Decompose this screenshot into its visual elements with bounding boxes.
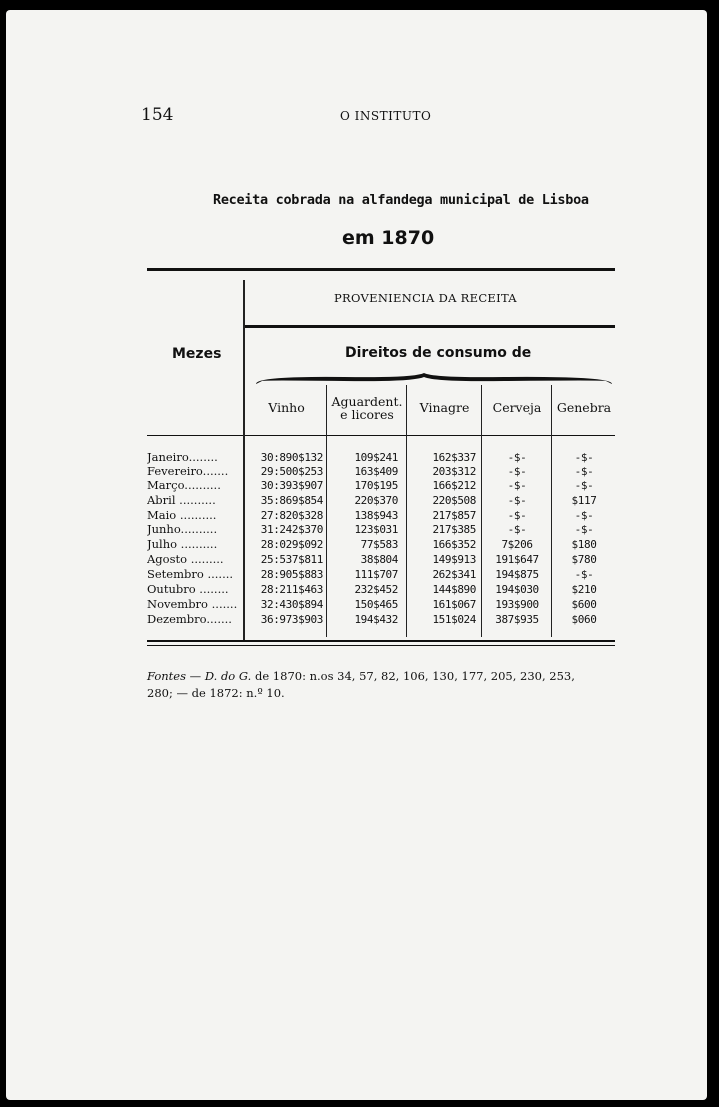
table-bottom-rule-2 (147, 645, 615, 646)
footnote (147, 668, 617, 702)
month-label: Novembro ....... (147, 597, 238, 611)
month-label: Dezembro....... (147, 612, 232, 626)
vinho-value: 28:029$092 (260, 538, 323, 551)
month-label: Setembro ....... (147, 567, 234, 581)
vinagre-value: 144$890 (432, 583, 476, 596)
column-divider (406, 385, 407, 637)
duties-header: Direitos de consumo de (345, 345, 532, 361)
vinagre-value: 166$212 (432, 479, 476, 492)
genebra-value: -$- (574, 523, 594, 536)
footnote-line2: 280; — de 1872: n.º 10. (147, 686, 285, 700)
cerveja-value: -$- (507, 494, 527, 507)
month-label: Abril .......... (147, 493, 216, 507)
provenance-header: PROVENIENCIA DA RECEITA (334, 291, 517, 305)
month-label: Maio .......... (147, 508, 217, 522)
cerveja-value: 194$030 (495, 583, 539, 596)
genebra-value: $060 (571, 613, 597, 626)
aguardente-value: 109$241 (354, 451, 398, 464)
month-label: Julho .......... (147, 537, 218, 551)
column-divider (326, 385, 327, 637)
vinagre-value: 220$508 (432, 494, 476, 507)
cerveja-value: -$- (507, 523, 527, 536)
aguardente-value: 194$432 (354, 613, 398, 626)
vinagre-value: 162$337 (432, 451, 476, 464)
months-header: Mezes (172, 346, 222, 362)
aguardente-value: 220$370 (354, 494, 398, 507)
vinagre-value: 161$067 (432, 598, 476, 611)
vinho-value: 30:890$132 (260, 451, 323, 464)
genebra-value: $210 (571, 583, 597, 596)
vinho-value: 27:820$328 (260, 509, 323, 522)
aguardente-value: 111$707 (354, 568, 398, 581)
header-bottom-rule (147, 435, 243, 436)
running-head: O INSTITUTO (340, 109, 432, 123)
aguardente-value: 38$804 (360, 553, 398, 566)
footnote-fontes: Fontes (147, 669, 187, 683)
column-header-line1: Genebra (556, 400, 612, 415)
aguardente-value: 170$195 (354, 479, 398, 492)
month-label: Fevereiro....... (147, 464, 229, 478)
vinagre-value: 151$024 (432, 613, 476, 626)
month-label: Março.......... (147, 478, 221, 492)
cerveja-value: -$- (507, 451, 527, 464)
table-bottom-rule (147, 640, 615, 642)
vinho-value: 28:905$883 (260, 568, 323, 581)
aguardente-value: 232$452 (354, 583, 398, 596)
genebra-value: -$- (574, 568, 594, 581)
column-header-line1: Vinho (268, 400, 305, 415)
cerveja-value: -$- (507, 479, 527, 492)
vinho-value: 25:537$811 (260, 553, 323, 566)
cerveja-value: 387$935 (495, 613, 539, 626)
column-header-line2: e licores (340, 407, 394, 422)
month-label: Outubro ........ (147, 582, 229, 596)
cerveja-value: 193$900 (495, 598, 539, 611)
aguardente-value: 77$583 (360, 538, 398, 551)
provenance-rule (245, 325, 615, 328)
vinho-value: 35:869$854 (260, 494, 323, 507)
vinagre-value: 217$857 (432, 509, 476, 522)
cerveja-value: 7$206 (501, 538, 533, 551)
vinho-value: 28:211$463 (260, 583, 323, 596)
genebra-value: -$- (574, 479, 594, 492)
cerveja-value: 194$875 (495, 568, 539, 581)
column-header-line1: Vinagre (419, 400, 470, 415)
month-label: Agosto ......... (147, 552, 224, 566)
column-header-aguardente (328, 395, 406, 421)
page-number: 154 (141, 105, 174, 125)
genebra-value: -$- (574, 465, 594, 478)
genebra-value: $117 (571, 494, 597, 507)
table-top-rule (147, 268, 615, 271)
cerveja-value: 191$647 (495, 553, 539, 566)
genebra-value: $600 (571, 598, 597, 611)
cerveja-value: -$- (507, 509, 527, 522)
column-header-line1: Aguardent. (331, 394, 403, 409)
table-subtitle-year: em 1870 (342, 227, 435, 249)
aguardente-value: 138$943 (354, 509, 398, 522)
cerveja-value: -$- (507, 465, 527, 478)
footnote-dash: — (186, 669, 205, 683)
aguardente-value: 150$465 (354, 598, 398, 611)
footnote-source: D. do G. (204, 669, 252, 683)
genebra-value: -$- (574, 451, 594, 464)
month-label: Junho.......... (147, 522, 218, 536)
table-title: Receita cobrada na alfandega municipal de Lisboa (213, 192, 589, 208)
aguardente-value: 123$031 (354, 523, 398, 536)
column-divider (481, 385, 482, 637)
header-bottom-rule-right (245, 435, 615, 436)
month-label: Janeiro........ (147, 450, 218, 464)
column-divider (551, 385, 552, 637)
vinagre-value: 262$341 (432, 568, 476, 581)
aguardente-value: 163$409 (354, 465, 398, 478)
genebra-value: $180 (571, 538, 597, 551)
column-header-line1: Cerveja (492, 400, 542, 415)
vinho-value: 36:973$903 (260, 613, 323, 626)
vinho-value: 29:500$253 (260, 465, 323, 478)
genebra-value: $780 (571, 553, 597, 566)
vinagre-value: 149$913 (432, 553, 476, 566)
column-header-vinho (247, 401, 326, 414)
months-column-divider (243, 280, 245, 642)
genebra-value: -$- (574, 509, 594, 522)
vinho-value: 30:393$907 (260, 479, 323, 492)
column-header-cerveja (483, 401, 551, 414)
footnote-line1-rest: de 1870: n.os 34, 57, 82, 106, 130, 177, 205, 230, 253, (251, 669, 575, 683)
vinagre-value: 203$312 (432, 465, 476, 478)
vinagre-value: 166$352 (432, 538, 476, 551)
column-header-vinagre (408, 401, 481, 414)
brace-icon (254, 372, 614, 386)
vinho-value: 32:430$894 (260, 598, 323, 611)
vinagre-value: 217$385 (432, 523, 476, 536)
column-header-genebra (553, 401, 615, 414)
vinho-value: 31:242$370 (260, 523, 323, 536)
